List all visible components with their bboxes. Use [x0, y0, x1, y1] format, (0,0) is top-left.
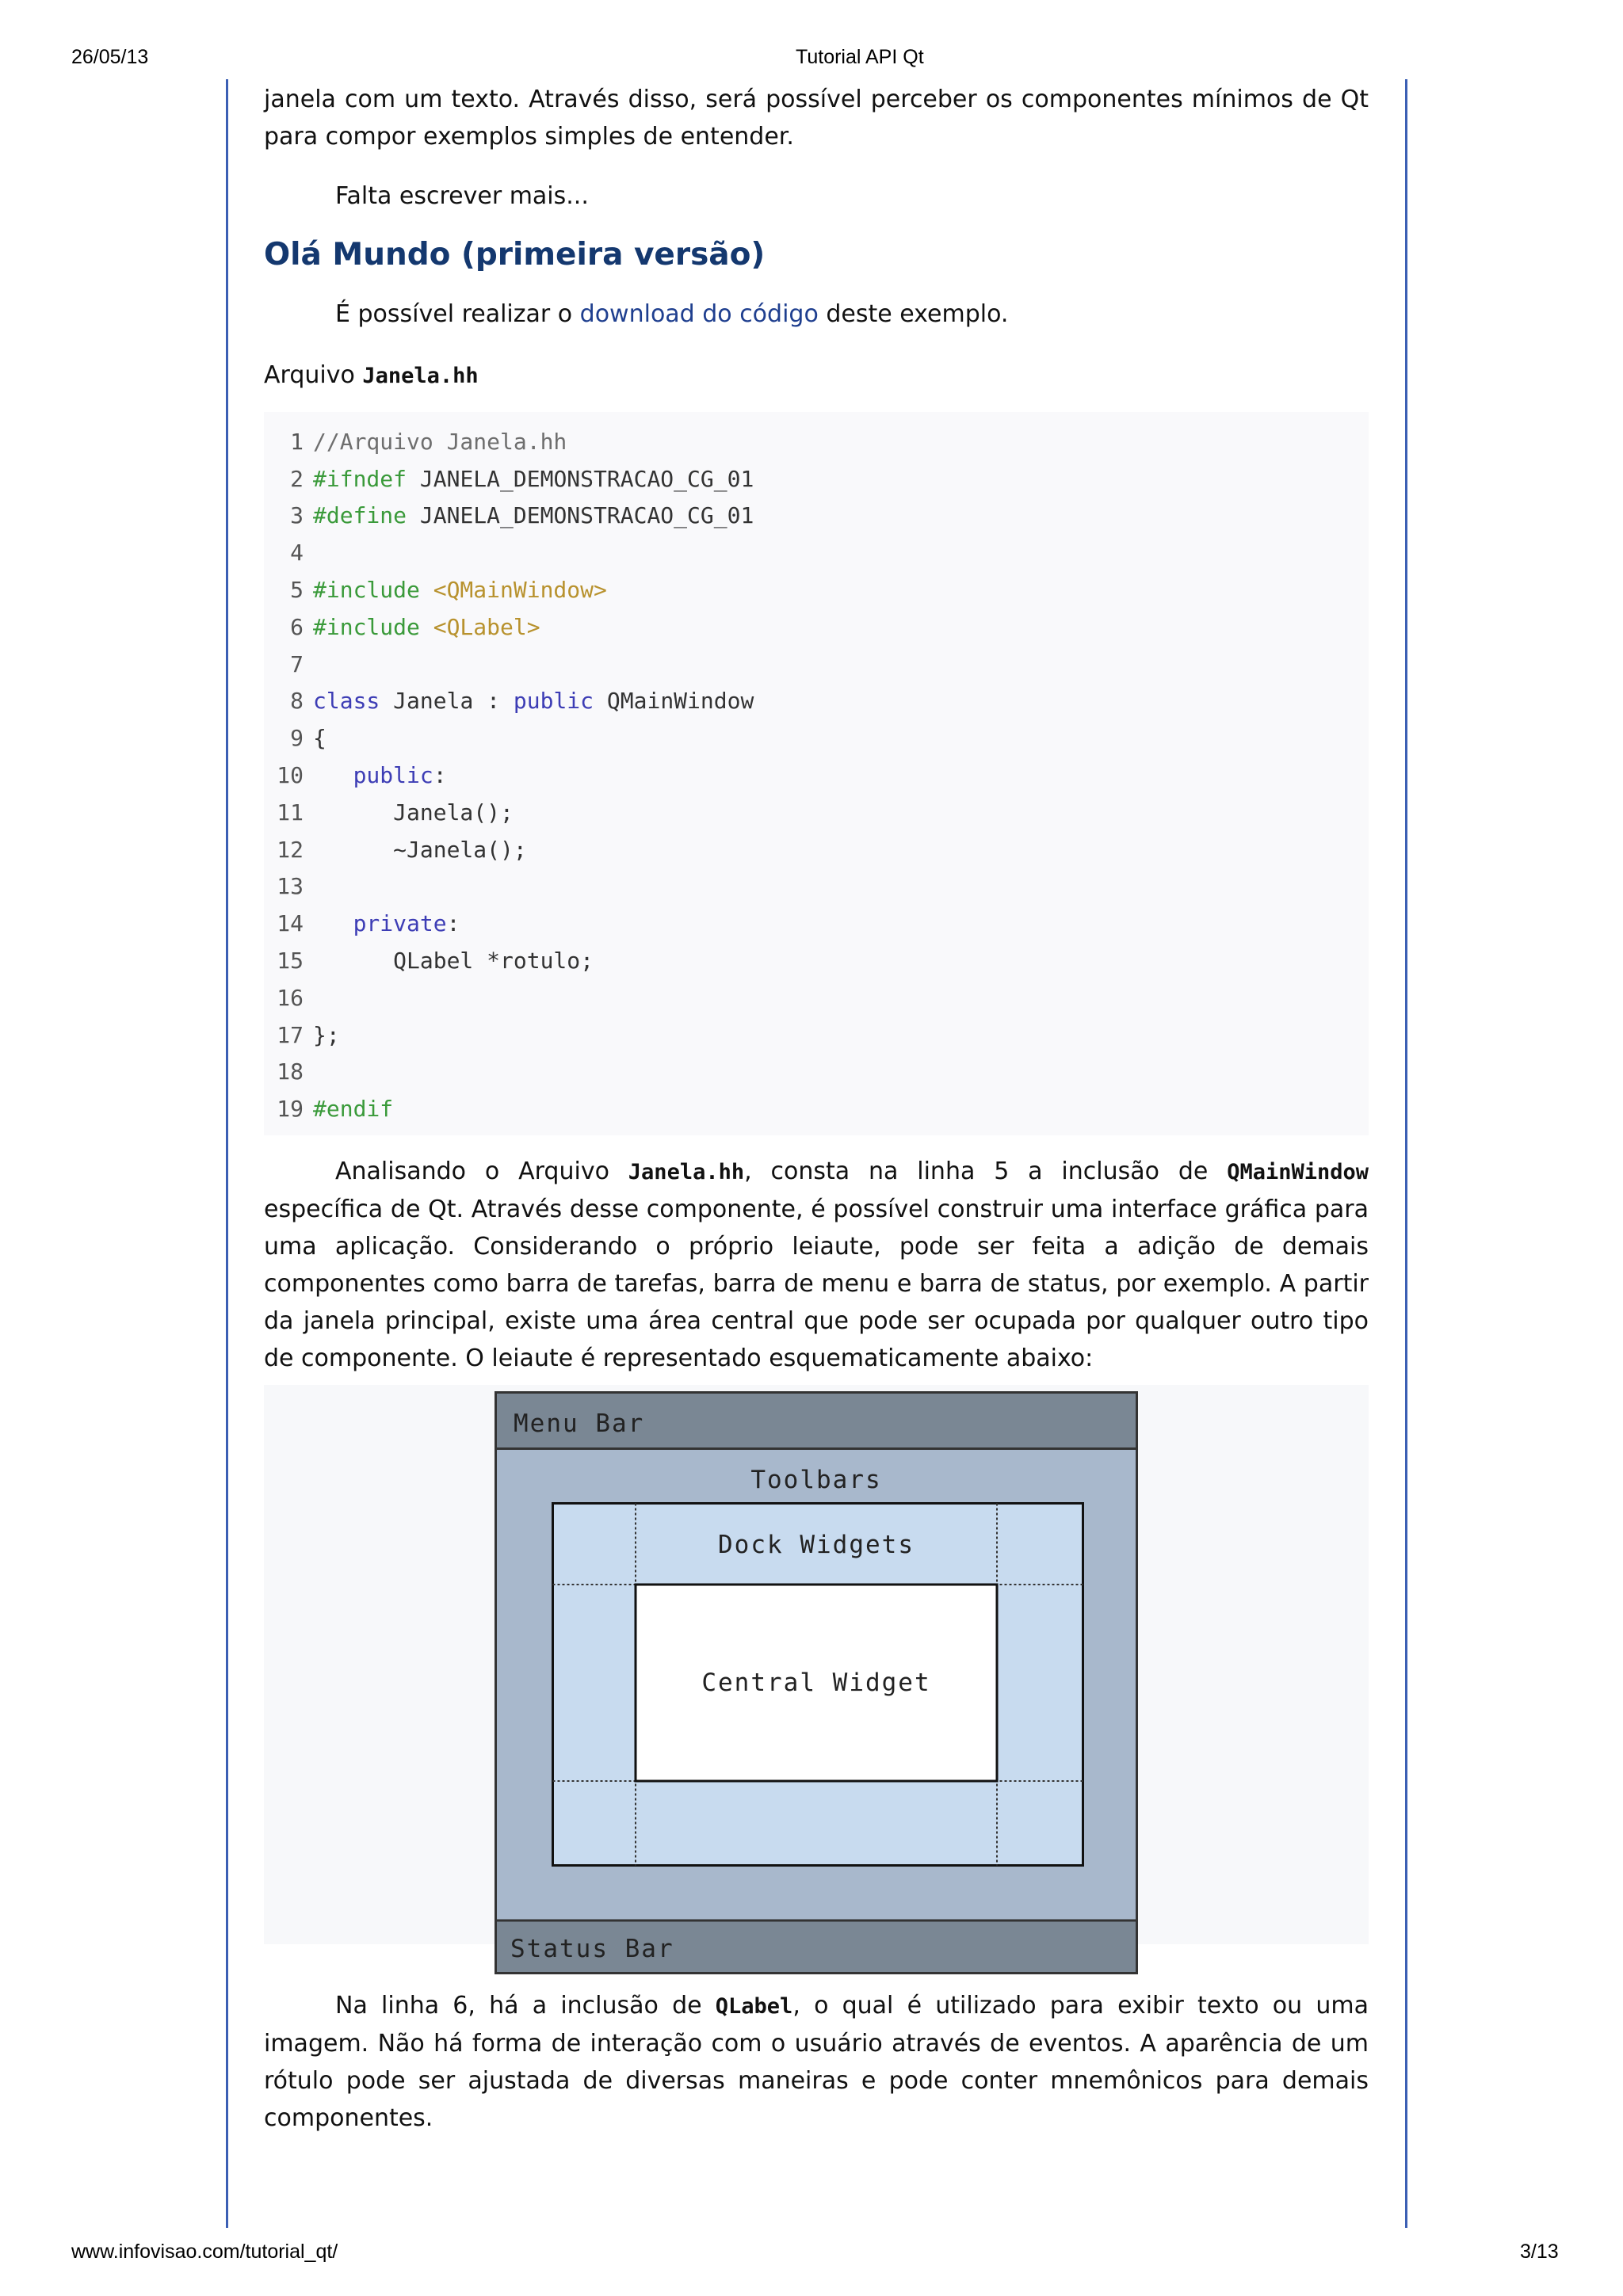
- code-line-number: 6: [290, 613, 304, 640]
- code-line-content: [304, 725, 327, 751]
- todo-text: Falta escrever mais...: [335, 182, 589, 210]
- code-token: [313, 762, 353, 788]
- code-token: <QMainWindow>: [433, 577, 607, 604]
- footer-page-number: 3/13: [1520, 2241, 1559, 2263]
- code-token: #endif: [313, 1096, 394, 1123]
- code-token: public: [513, 688, 594, 715]
- code-line-content: [304, 466, 754, 492]
- diagram-container: [264, 1385, 1369, 1964]
- diagram-toolbars-label: Toolbars: [750, 1466, 882, 1495]
- file-label: Arquivo: [264, 361, 363, 389]
- code-line-number: 9: [290, 725, 304, 752]
- code-line-content: [304, 910, 460, 936]
- code-token: QLabel *rotulo;: [313, 948, 594, 974]
- code-line: [264, 868, 1369, 906]
- code-line-content: [304, 429, 567, 455]
- page-content: [264, 79, 1369, 2137]
- code-token: private: [353, 910, 447, 937]
- code-line-number: 3: [290, 502, 304, 529]
- code-line-content: [304, 688, 754, 714]
- code-line-content: [304, 577, 607, 603]
- code-line-number: 16: [277, 984, 304, 1011]
- code-token: #ifndef: [313, 465, 407, 492]
- code-line-number: 2: [290, 465, 304, 492]
- code-token: JANELA_DEMONSTRACAO_CG_01: [407, 502, 754, 529]
- code-line-content: [304, 799, 514, 826]
- code-token: [313, 910, 353, 936]
- intro-paragraph: [264, 81, 1369, 155]
- todo-paragraph: [264, 177, 1369, 215]
- code-block: [264, 412, 1369, 1135]
- code-line-number: 7: [290, 650, 304, 677]
- diagram-dock-widgets-label: Dock Widgets: [718, 1531, 915, 1560]
- closing-paragraph: [264, 1987, 1369, 2137]
- code-token: JANELA_DEMONSTRACAO_CG_01: [407, 465, 754, 492]
- code-line-number: 8: [290, 688, 304, 715]
- code-token: :: [446, 910, 460, 937]
- closing-text-2: , o qual é utilizado para exibir texto ou uma imagem. Não há forma de interação com o usuário através de eventos. A aparência de um rótulo pode ser ajustada de diversas maneiras e pode conter mnemônicos para demais componentes.: [264, 1992, 1369, 2133]
- download-post-text: deste exemplo.: [818, 300, 1009, 328]
- code-token: Janela();: [313, 799, 514, 826]
- diagram-central-widget-label: Central Widget: [701, 1669, 931, 1698]
- code-token: #define: [313, 502, 407, 529]
- analysis-paragraph: [264, 1153, 1369, 1377]
- download-pre-text: É possível realizar o: [335, 300, 580, 328]
- intro-text: janela com um texto. Através disso, será possível perceber os componentes mínimos de Qt para compor exemplos simples de entender.: [264, 86, 1369, 151]
- code-line: [264, 571, 1369, 608]
- code-line-number: 5: [290, 577, 304, 604]
- code-line: [264, 719, 1369, 757]
- analysis-code-qmainwindow: QMainWindow: [1227, 1160, 1369, 1185]
- code-token: [420, 577, 433, 603]
- download-paragraph: [264, 296, 1369, 333]
- code-line: [264, 794, 1369, 831]
- code-line-content: [304, 502, 754, 528]
- code-token: <QLabel>: [433, 613, 540, 640]
- code-line-content: [304, 1096, 393, 1122]
- analysis-text-1: Analisando o Arquivo: [335, 1158, 628, 1186]
- code-line: [264, 905, 1369, 942]
- code-line-number: 14: [277, 910, 304, 937]
- code-line-number: 11: [277, 799, 304, 826]
- left-border: [226, 79, 228, 2228]
- code-line: [264, 534, 1369, 571]
- file-name: Janela.hh: [362, 364, 479, 388]
- code-token: //Arquivo Janela.hh: [313, 428, 567, 455]
- code-line-number: 12: [277, 836, 304, 863]
- code-token: #include: [313, 613, 420, 640]
- file-label-paragraph: [264, 357, 1369, 395]
- header-title: Tutorial API Qt: [796, 46, 924, 68]
- code-line: [264, 1090, 1369, 1127]
- code-token: ~Janela();: [313, 836, 527, 863]
- code-line: [264, 942, 1369, 979]
- code-line: [264, 423, 1369, 460]
- code-line-content: [304, 1022, 340, 1048]
- qmainwindow-layout-diagram: [495, 1391, 1138, 1974]
- analysis-text-3: específica de Qt. Através desse componente, é possível construir uma interface gráfica para uma aplicação. Considerando o próprio leiaute, pode ser feita a adição de demais componentes como barra de tarefas, barra de menu e barra de status, por exemplo. A partir da janela principal, existe uma área central que pode ser ocupada por qualquer outro tipo de componente. O leiaute é representado esquematicamente abaixo:: [264, 1196, 1369, 1373]
- code-token: class: [313, 688, 380, 715]
- code-token: :: [433, 762, 447, 789]
- code-token: #include: [313, 577, 420, 604]
- code-line-number: 10: [277, 762, 304, 789]
- code-line-number: 4: [290, 540, 304, 566]
- closing-text-1: Na linha 6, há a inclusão de: [335, 1992, 716, 2020]
- code-line-number: 1: [290, 428, 304, 455]
- code-line: [264, 1054, 1369, 1091]
- analysis-text-2: , consta na linha 5 a inclusão de: [744, 1158, 1228, 1186]
- code-token: };: [313, 1021, 340, 1048]
- code-line-content: [304, 614, 540, 640]
- code-line-content: [304, 837, 527, 863]
- code-line: [264, 831, 1369, 868]
- code-token: {: [313, 725, 327, 752]
- code-line-number: 17: [277, 1021, 304, 1048]
- code-line: [264, 757, 1369, 794]
- code-token: Janela :: [380, 688, 514, 715]
- code-line-number: 18: [277, 1058, 304, 1085]
- code-line-number: 15: [277, 948, 304, 974]
- right-border: [1405, 79, 1407, 2228]
- code-line-content: [304, 948, 594, 974]
- code-line: [264, 646, 1369, 683]
- diagram-menu-bar-label: Menu Bar: [514, 1409, 645, 1439]
- footer-url[interactable]: www.infovisao.com/tutorial_qt/: [71, 2241, 338, 2263]
- code-line: [264, 460, 1369, 498]
- code-line: [264, 1016, 1369, 1054]
- code-line-number: 19: [277, 1096, 304, 1123]
- code-line-number: 13: [277, 873, 304, 900]
- code-line-content: [304, 762, 447, 788]
- download-link[interactable]: download do código: [579, 300, 819, 328]
- closing-code-qlabel: QLabel: [715, 1994, 793, 2019]
- code-line: [264, 498, 1369, 535]
- code-token: public: [353, 762, 433, 789]
- code-token: [420, 614, 433, 640]
- code-line: [264, 608, 1369, 646]
- header-date: 26/05/13: [71, 46, 149, 68]
- code-line: [264, 683, 1369, 720]
- analysis-code-janela: Janela.hh: [628, 1160, 745, 1185]
- code-token: QMainWindow: [594, 688, 754, 715]
- code-line: [264, 979, 1369, 1016]
- section-title: Olá Mundo (primeira versão): [264, 237, 766, 273]
- diagram-status-bar-label: Status Bar: [510, 1935, 674, 1964]
